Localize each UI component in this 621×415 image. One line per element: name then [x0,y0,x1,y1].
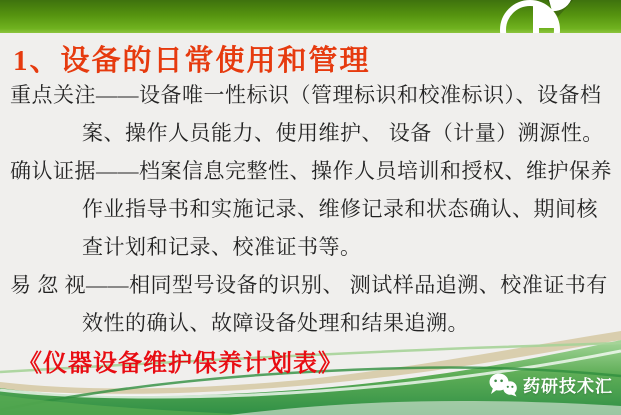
page-title: 1、设备的日常使用和管理 [13,45,371,77]
paragraph-evidence-line: 作业指导书和实施记录、维修记录和状态确认、期间核 [82,197,598,221]
watermark [488,372,613,397]
paragraph-focus-line: 重点关注——设备唯一性标识（管理标识和校准标识）、设备档 [10,83,602,107]
wechat-icon [488,373,518,397]
paragraph-evidence-line: 查计划和记录、校准证书等。 [82,235,362,259]
document-reference: 《仪器设备维护保养计划表》 [18,351,343,377]
circle-logo-icon [475,0,585,33]
watermark-label: 药研技术汇 [523,377,613,396]
paragraph-focus-line: 案、操作人员能力、使用维护、 设备（计量）溯源性。 [82,121,604,145]
paragraph-overlooked-line: 易 忽 视——相同型号设备的识别、 测试样品追溯、校准证书有 [10,273,608,297]
paragraph-evidence-line: 确认证据——档案信息完整性、操作人员培训和授权、维护保养 [10,159,612,183]
paragraph-overlooked-line: 效性的确认、故障设备处理和结果追溯。 [82,311,469,335]
header-bar [0,0,621,33]
slide-body [10,76,617,342]
